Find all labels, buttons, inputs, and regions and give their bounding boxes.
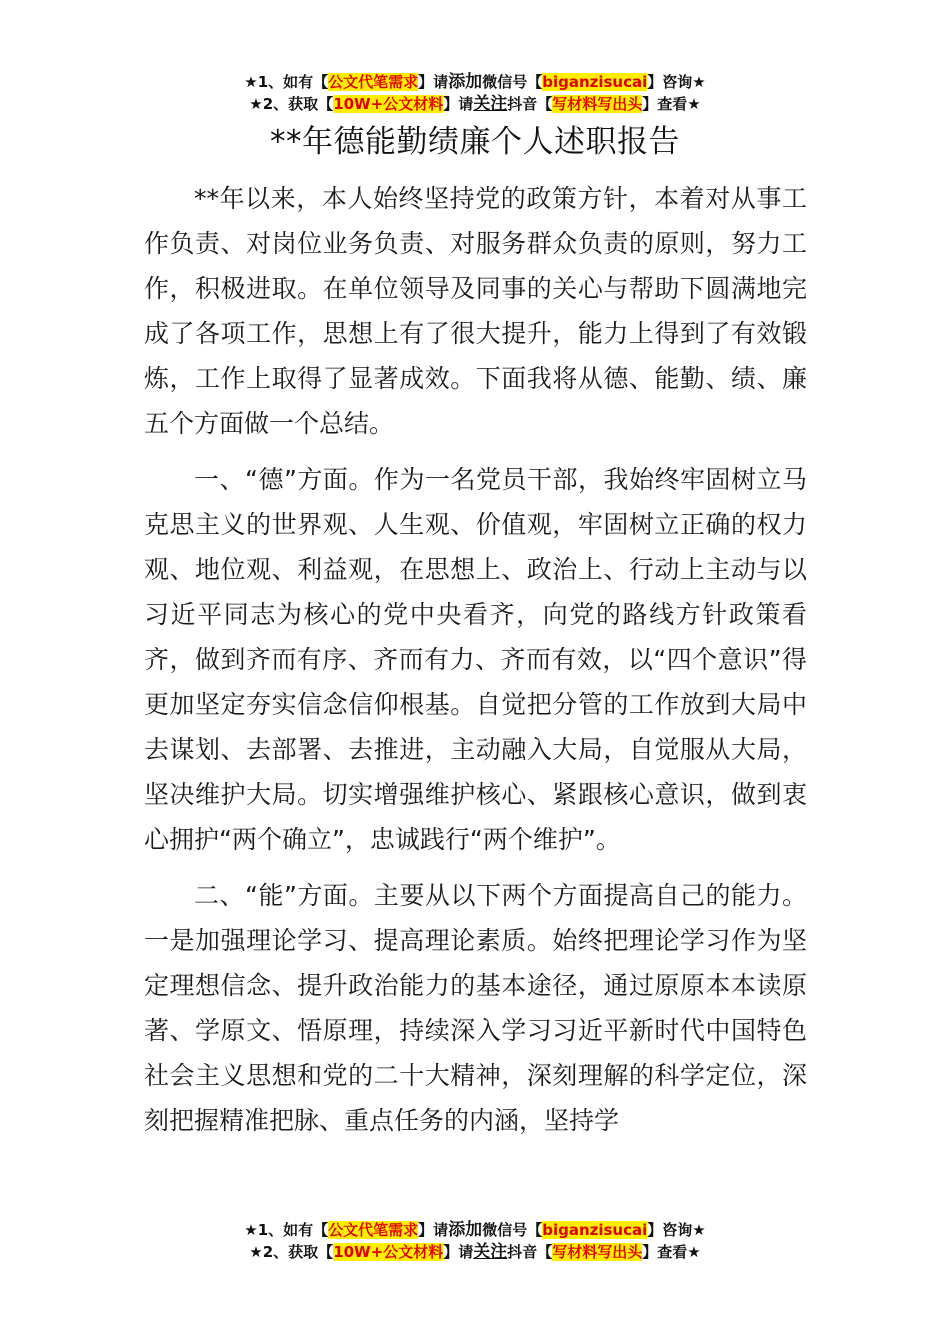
promo-text: 】查看 <box>642 95 688 113</box>
promo-highlight: 公文代笔需求 <box>328 1221 419 1239</box>
promo-line-2 <box>0 93 950 115</box>
paragraph-neng: 二、“能”方面。主要从以下两个方面提高自己的能力。一是加强理论学习、提高理论素质。始终把理论学习作为坚定理想信念、提升政治能力的基本途径，通过原原本本读原著、学原文、悟原理，持续深入学习习近平新时代中国特色社会主义思想和党的二十大精神，深刻理解的科学定位，深刻把握精准把脉、重点任务的内涵，坚持学 <box>144 881 807 1135</box>
paragraph-intro: **年以来，本人始终坚持党的政策方针，本着对从事工作负责、对岗位业务负责、对服务群众负责的原则，努力工作，积极进取。在单位领导及同事的关心与帮助下圆满地完成了各项工作，思想上有了很大提升，能力上得到了有效锻炼，工作上取得了显著成效。下面我将从德、能勤、绩、廉五个方面做一个总结。 <box>144 184 807 438</box>
star-icon: ★ <box>244 1221 258 1239</box>
promo-header <box>0 71 950 115</box>
promo-highlight: 写材料写出头 <box>552 95 643 113</box>
paragraph-de: 一、“德”方面。作为一名党员干部，我始终牢固树立马克思主义的世界观、人生观、价值观，牢固树立正确的权力观、地位观、利益观，在思想上、政治上、行动上主动与以习近平同志为核心的党中央看齐，向党的路线方针政策看齐，做到齐而有序、齐而有力、齐而有效，以“四个意识”得更加坚定夯实信念信仰根基。自觉把分管的工作放到大局中去谋划、去部署、去推进，主动融入大局，自觉服从大局，坚决维护大局。切实增强维护核心、紧跟核心意识，做到衷心拥护“两个确立”，忠诚践行“两个维护”。 <box>144 465 807 854</box>
promo-emphasis: 添加 <box>448 72 483 92</box>
promo-highlight: 10W+公文材料 <box>333 95 444 113</box>
star-icon: ★ <box>244 73 258 91</box>
promo-text: 】请 <box>418 1221 449 1239</box>
promo-text: 】咨询 <box>647 73 693 91</box>
star-icon: ★ <box>692 73 706 91</box>
promo-line-1 <box>0 71 950 93</box>
promo-text: 微信号【 <box>482 73 543 91</box>
promo-text: 微信号【 <box>482 1221 543 1239</box>
promo-emphasis: 关注 <box>473 1242 508 1262</box>
promo-wechat-id: biganzisucai <box>542 73 648 91</box>
promo-highlight: 写材料写出头 <box>552 1243 643 1261</box>
promo-text: 】请 <box>443 95 474 113</box>
document-title: **年德能勤绩廉个人述职报告 <box>270 124 680 160</box>
promo-text: 抖音【 <box>507 1243 553 1261</box>
star-icon: ★ <box>692 1221 706 1239</box>
promo-highlight: 10W+公文材料 <box>333 1243 444 1261</box>
promo-text: 】请 <box>418 73 449 91</box>
promo-line-2 <box>0 1241 950 1263</box>
star-icon: ★ <box>687 1243 701 1261</box>
promo-footer <box>0 1219 950 1263</box>
promo-text: 1、如有【 <box>257 1221 329 1239</box>
promo-text: 】咨询 <box>647 1221 693 1239</box>
document-body <box>144 176 807 1154</box>
star-icon: ★ <box>249 95 263 113</box>
star-icon: ★ <box>687 95 701 113</box>
promo-text: 】查看 <box>642 1243 688 1261</box>
promo-text: 2、获取【 <box>262 1243 334 1261</box>
promo-text: 】请 <box>443 1243 474 1261</box>
promo-text: 1、如有【 <box>257 73 329 91</box>
promo-highlight: 公文代笔需求 <box>328 73 419 91</box>
promo-wechat-id: biganzisucai <box>542 1221 648 1239</box>
promo-emphasis: 关注 <box>473 94 508 114</box>
promo-emphasis: 添加 <box>448 1220 483 1240</box>
promo-text: 2、获取【 <box>262 95 334 113</box>
promo-line-1 <box>0 1219 950 1241</box>
star-icon: ★ <box>249 1243 263 1261</box>
promo-text: 抖音【 <box>507 95 553 113</box>
